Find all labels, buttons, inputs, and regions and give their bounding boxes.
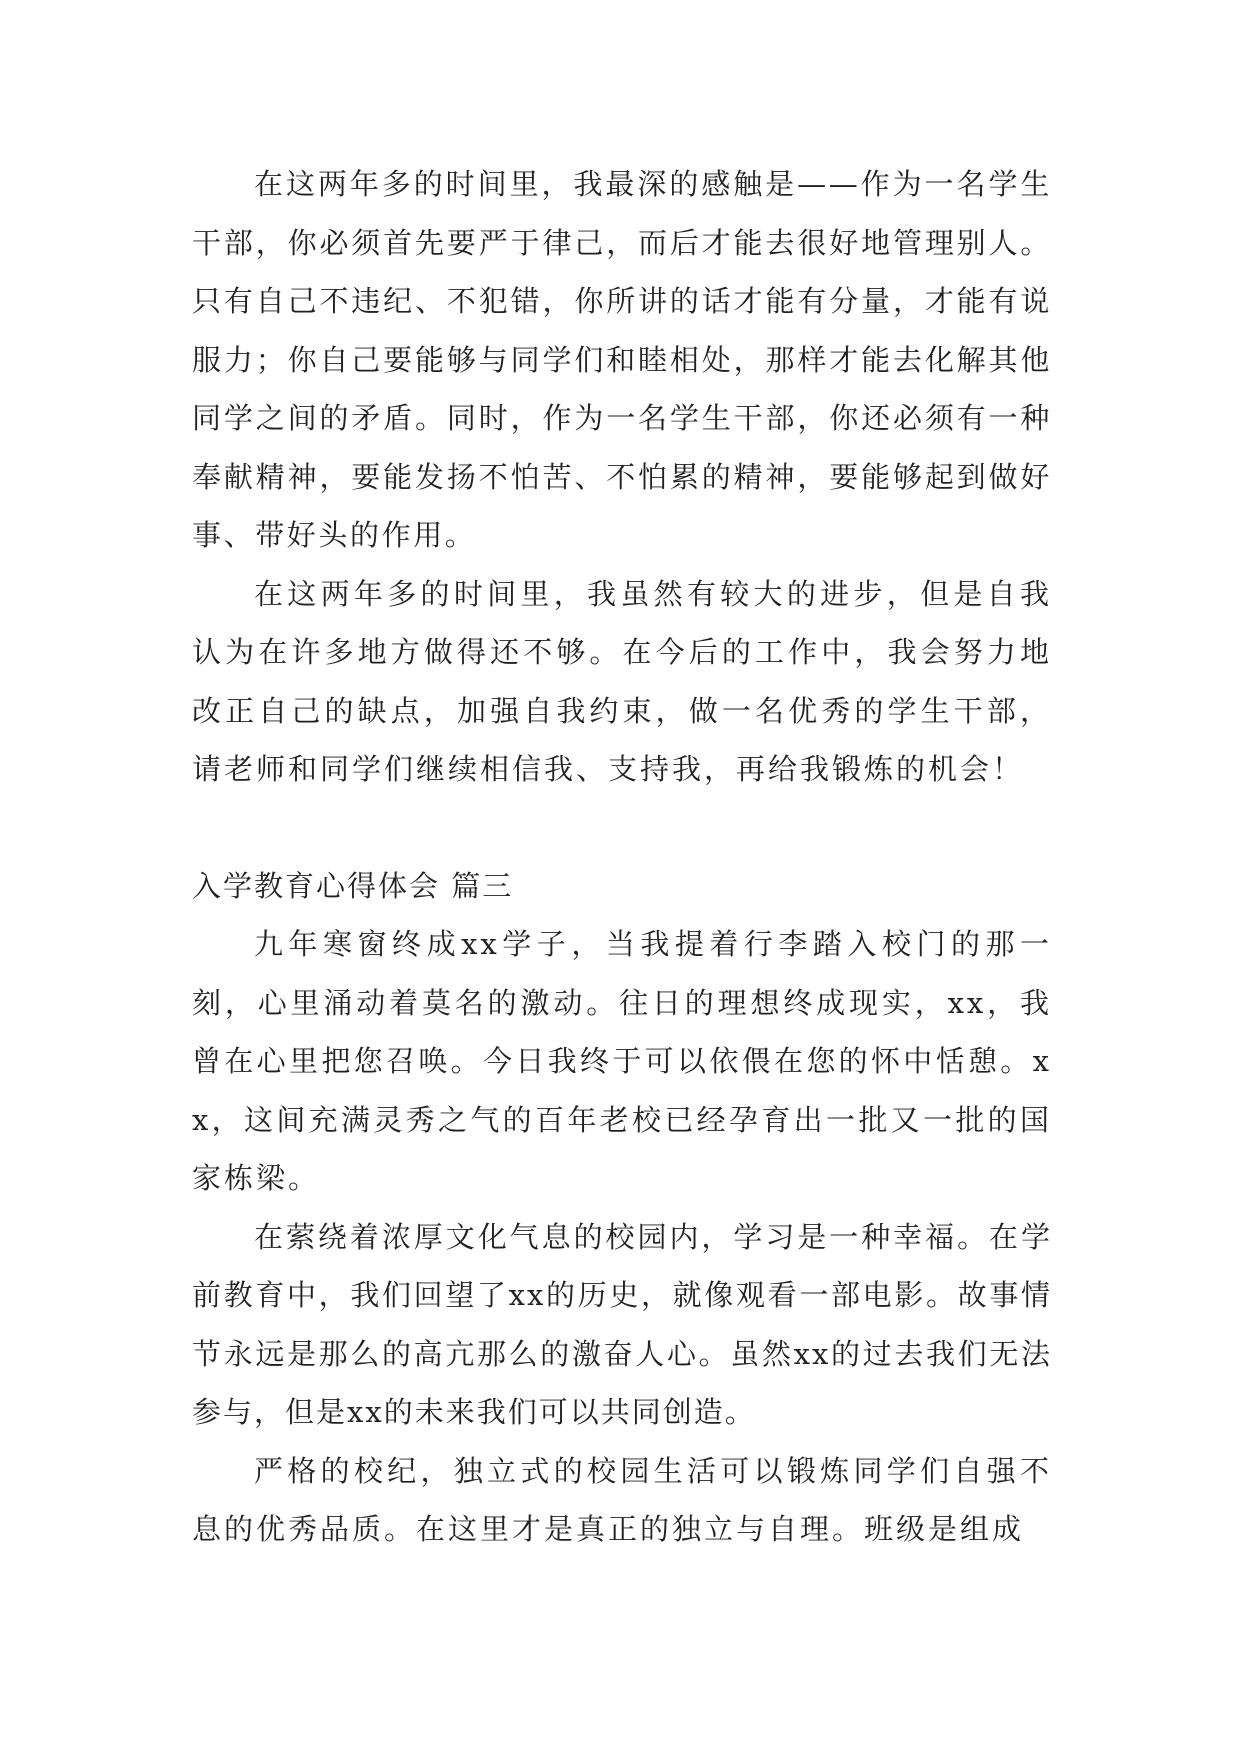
paragraph-self-improvement: 在这两年多的时间里，我虽然有较大的进步，但是自我认为在许多地方做得还不够。在今后的工作中，我会努力地改正自己的缺点，加强自我约束，做一名优秀的学生干部，请老师和同学们继续相信我、支持我，再给我锻炼的机会！ bbox=[192, 576, 1052, 786]
paragraph-school-discipline: 严格的校纪，独立式的校园生活可以锻炼同学们自强不息的优秀品质。在这里才是真正的独立与自理。班级是组成 bbox=[192, 1453, 1052, 1546]
paragraph-student-leader-reflection: 在这两年多的时间里，我最深的感触是——作为一名学生干部，你必须首先要严于律己，而后才能去很好地管理别人。只有自己不违纪、不犯错，你所讲的话才能有分量，才能有说服力；你自己要能够与同学们和睦相处，那样才能去化解其他同学之间的矛盾。同时，作为一名学生干部，你还必须有一种奉献精神，要能发扬不怕苦、不怕累的精神，要能够起到做好事、带好头的作用。 bbox=[192, 167, 1052, 552]
paragraph-campus-culture: 在萦绕着浓厚文化气息的校园内，学习是一种幸福。在学前教育中，我们回望了xx的历史，就像观看一部电影。故事情节永远是那么的高亢那么的激奋人心。虽然xx的过去我们无法参与，但是xx的未来我们可以共同创造。 bbox=[192, 1219, 1052, 1429]
document-page bbox=[192, 155, 1052, 1559]
section-spacer bbox=[192, 799, 1052, 857]
paragraph-entering-school: 九年寒窗终成xx学子，当我提着行李踏入校门的那一刻，心里涌动着莫名的激动。往日的理想终成现实，xx，我曾在心里把您召唤。今日我终于可以依偎在您的怀中恬憩。xx，这间充满灵秀之气的百年老校已经孕育出一批又一批的国家栋梁。 bbox=[192, 927, 1052, 1195]
section-heading: 入学教育心得体会 篇三 bbox=[192, 868, 514, 903]
